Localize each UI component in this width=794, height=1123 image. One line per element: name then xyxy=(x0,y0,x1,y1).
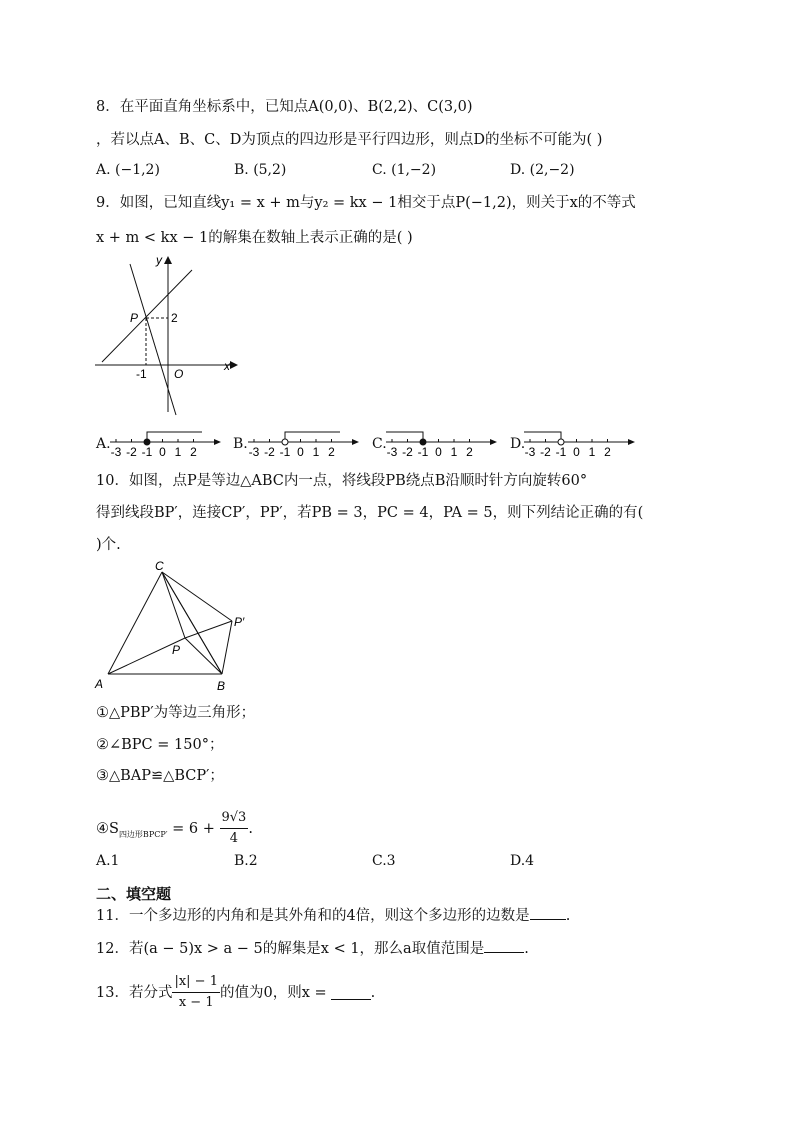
point-p-label: P xyxy=(172,643,181,657)
numberline-tick-label: 2 xyxy=(190,445,197,459)
q10-line2: 得到线段BP′，连接CP′，PP′，若PB = 3，PC = 4，PA = 5，则下列结论正确的有( xyxy=(96,505,644,521)
q9-option-d-label: D. xyxy=(510,436,526,452)
x-axis-arrow-icon xyxy=(230,361,238,369)
s4-equals: = 6 + xyxy=(167,820,220,837)
q8-option-a: A. (−1,2) xyxy=(96,162,160,178)
numberline-tick-label: 1 xyxy=(174,445,182,459)
q9-graph xyxy=(90,250,250,420)
q8-option-b: B. (5,2) xyxy=(234,162,287,178)
q10-statement-2: ②∠BPC = 150°； xyxy=(96,737,224,753)
q10-option-c: C.3 xyxy=(372,853,396,869)
q10-option-d: D.4 xyxy=(510,853,535,869)
s4-denominator: 4 xyxy=(229,831,239,846)
q13-suffix: 的值为0，则x = xyxy=(219,984,327,1001)
q9-option-c-label: C. xyxy=(372,436,387,452)
y-axis-arrow-icon xyxy=(164,256,172,264)
numberline-tick-label: -1 xyxy=(141,445,153,459)
segment-bp-prime xyxy=(222,621,232,674)
q12-end: . xyxy=(524,941,529,957)
numberline-tick-label: -3 xyxy=(524,445,536,459)
hollow-point-icon xyxy=(282,439,288,445)
vertex-c-label: C xyxy=(155,559,164,573)
s4-prefix: ④S xyxy=(96,820,119,837)
q9-numberline-b xyxy=(248,424,360,460)
numberline-arrow-icon xyxy=(628,439,635,445)
numberline-tick-label: -1 xyxy=(555,445,567,459)
q13-denominator: x − 1 xyxy=(178,995,214,1010)
numberline-tick-label: 1 xyxy=(588,445,596,459)
numberline-tick-label: 0 xyxy=(573,445,580,459)
segment-cp-prime xyxy=(162,572,232,621)
q9-option-b-label: B. xyxy=(233,436,248,452)
line-y2 xyxy=(130,264,176,415)
q9-line2: x + m < kx − 1的解集在数轴上表示正确的是( ) xyxy=(96,230,413,246)
numberline-tick-label: 1 xyxy=(450,445,458,459)
vertex-a-label: A xyxy=(95,677,104,691)
numberline-tick-label: 2 xyxy=(604,445,611,459)
q11-end: . xyxy=(565,908,571,924)
numberline-tick-label: 1 xyxy=(312,445,320,459)
q12-blank xyxy=(484,938,524,953)
numberline-tick-label: 2 xyxy=(328,445,335,459)
x-label: x xyxy=(224,359,230,373)
q9-numberline-a xyxy=(110,424,222,460)
q11-blank xyxy=(530,905,566,920)
q13-end: . xyxy=(370,984,376,1001)
s4-subscript: 四边形BPCP′ xyxy=(118,829,168,839)
numberline-tick-label: -3 xyxy=(248,445,260,459)
numberline-arrow-icon xyxy=(352,439,359,445)
q11-text: 11．一个多边形的内角和是其外角和的4倍，则这个多边形的边数是 xyxy=(96,908,530,924)
solid-point-icon xyxy=(144,439,150,445)
segment-ac xyxy=(108,572,162,674)
q8-line1: 8．在平面直角坐标系中，已知点A(0,0)、B(2,2)、C(3,0) xyxy=(96,99,473,115)
tick-neg1-label: -1 xyxy=(136,367,147,381)
point-p-label: P xyxy=(130,311,139,325)
numberline-tick-label: 0 xyxy=(159,445,166,459)
numberline-tick-label: 2 xyxy=(466,445,473,459)
segment-cb-inner xyxy=(162,572,222,674)
q13-numerator: |x| − 1 xyxy=(172,972,220,993)
numberline-tick-label: -1 xyxy=(279,445,291,459)
section-title: 二、填空题 xyxy=(96,885,172,903)
tick-2-label: 2 xyxy=(171,311,178,325)
q13-prefix: 13．若分式 xyxy=(96,984,173,1001)
line-y1 xyxy=(102,270,192,362)
q10-line3: )个. xyxy=(96,537,121,553)
q9-numberline-c xyxy=(386,424,498,460)
numberline-tick-label: 0 xyxy=(435,445,442,459)
vertex-b-label: B xyxy=(217,679,226,693)
q10-figure xyxy=(90,558,260,696)
numberline-tick-label: -2 xyxy=(126,445,137,459)
q9-numberline-d xyxy=(524,424,636,460)
q8-option-c: C. (1,−2) xyxy=(372,162,437,178)
q12-text: 12．若(a − 5)x > a − 5的解集是x < 1，那么a取值范围是 xyxy=(96,941,485,957)
q10-line1: 10．如图，点P是等边△ABC内一点，将线段PB绕点B沿顺时针方向旋转60° xyxy=(96,473,588,489)
q10-statement-3: ③△BAP≌△BCP′； xyxy=(96,768,224,784)
numberline-tick-label: -2 xyxy=(402,445,413,459)
solid-point-icon xyxy=(420,439,426,445)
q10-statement-1: ①△PBP′为等边三角形； xyxy=(96,705,256,721)
numberline-arrow-icon xyxy=(490,439,497,445)
q8-option-d: D. (2,−2) xyxy=(510,162,575,178)
q13-fraction xyxy=(172,972,220,1013)
hollow-point-icon xyxy=(558,439,564,445)
q10-option-b: B.2 xyxy=(234,853,258,869)
q12 xyxy=(96,938,529,959)
q10-statement-4 xyxy=(96,808,253,849)
q10-option-a: A.1 xyxy=(96,853,120,869)
numberline-tick-label: -1 xyxy=(417,445,429,459)
s4-fraction xyxy=(220,808,249,849)
s4-end: . xyxy=(248,820,253,837)
numberline-tick-label: -2 xyxy=(540,445,551,459)
numberline-arrow-icon xyxy=(214,439,221,445)
q9-line1: 9．如图，已知直线y₁ = x + m与y₂ = kx − 1相交于点P(−1,2)，则关于x的不等式 xyxy=(96,195,636,211)
numberline-tick-label: -2 xyxy=(264,445,275,459)
q9-option-a-label: A. xyxy=(96,436,111,452)
q13-blank xyxy=(331,985,371,1000)
q13 xyxy=(96,972,375,1013)
s4-numerator: 9√3 xyxy=(220,808,249,829)
numberline-tick-label: -3 xyxy=(110,445,122,459)
q11 xyxy=(96,905,570,926)
numberline-tick-label: 0 xyxy=(297,445,304,459)
point-p-prime-label: P′ xyxy=(234,615,245,629)
numberline-tick-label: -3 xyxy=(386,445,398,459)
y-label: y xyxy=(156,253,162,267)
origin-label: O xyxy=(174,367,184,381)
q8-line2: ，若以点A、B、C、D为顶点的四边形是平行四边形，则点D的坐标不可能为( ) xyxy=(96,132,603,148)
